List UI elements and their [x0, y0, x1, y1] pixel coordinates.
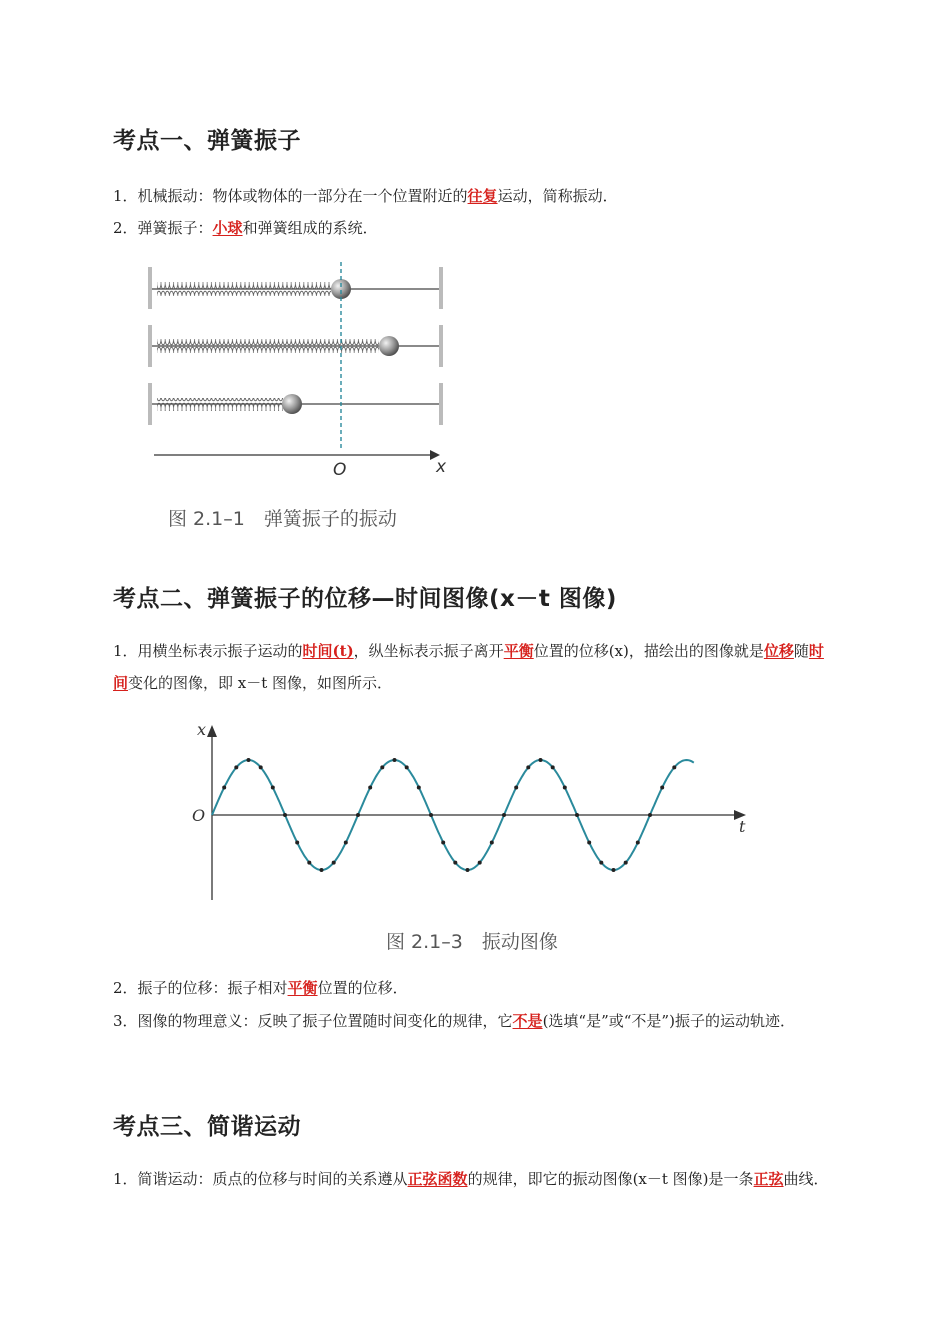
sample-point: [368, 786, 372, 790]
y-axis-label: x: [197, 720, 207, 739]
spring-row-compressed: [148, 383, 443, 425]
text: 2．振子的位移：振子相对: [113, 979, 288, 997]
text: ，纵坐标表示振子离开: [353, 642, 504, 660]
sample-point: [417, 786, 421, 790]
sample-point: [514, 786, 518, 790]
answer-blank: 正弦函数: [407, 1170, 468, 1188]
sample-point: [551, 765, 555, 769]
answer-blank: 正弦: [753, 1170, 784, 1188]
figure1-caption: 图 2.1–1 弹簧振子的振动: [168, 508, 397, 530]
sample-point: [478, 861, 482, 865]
sample-point: [636, 841, 640, 845]
sample-point: [563, 786, 567, 790]
sample-point: [599, 861, 603, 865]
text: 2．弹簧振子：: [113, 219, 213, 237]
text: 运动，简称振动．: [497, 187, 618, 205]
sample-point: [490, 841, 494, 845]
text: 变化的图像，即 x－t 图像，如图所示．: [128, 674, 393, 692]
answer-blank: 平衡: [287, 979, 318, 997]
sample-point: [429, 813, 433, 817]
text: 和弹簧组成的系统．: [242, 219, 378, 237]
sample-point: [441, 841, 445, 845]
sample-point: [648, 813, 652, 817]
sample-point: [332, 861, 336, 865]
answer-blank: 平衡: [503, 642, 534, 660]
sample-point: [502, 813, 506, 817]
sample-point: [405, 765, 409, 769]
text: 位置的位移．: [317, 979, 408, 997]
answer-blank: 时间: [113, 642, 824, 692]
sample-point: [587, 841, 591, 845]
section2-item1: [113, 635, 837, 699]
sample-point: [575, 813, 579, 817]
section2-item2: [113, 972, 837, 1004]
answer-blank: 小球: [212, 219, 243, 237]
section1-title: 考点一、弹簧振子: [113, 128, 301, 154]
sample-point: [466, 868, 470, 872]
text: 曲线．: [783, 1170, 829, 1188]
origin-label: O: [333, 460, 347, 480]
sample-point: [247, 758, 251, 762]
spring-row-stretched: [148, 325, 443, 367]
answer-blank: 位移: [763, 642, 794, 660]
sample-point: [526, 765, 530, 769]
sample-point: [380, 765, 384, 769]
section2-title: 考点二、弹簧振子的位移—时间图像(x－t 图像): [113, 586, 617, 612]
sample-point: [672, 765, 676, 769]
sample-point: [660, 786, 664, 790]
answer-blank: 往复: [467, 187, 498, 205]
sample-point: [344, 841, 348, 845]
origin-label: O: [192, 806, 206, 825]
spring-row-equilibrium: [148, 267, 443, 309]
answer-blank: 不是: [512, 1012, 543, 1030]
vibration-graph: [188, 715, 758, 900]
section3-item1: [113, 1163, 837, 1195]
answer-blank: 时间(t): [302, 642, 354, 660]
sample-point: [283, 813, 287, 817]
text: 1．用横坐标表示振子运动的: [113, 642, 303, 660]
sample-point: [295, 841, 299, 845]
section3-title: 考点三、简谐运动: [113, 1114, 301, 1140]
text: 位置的位移(x)，描绘出的图像就是: [533, 642, 764, 660]
text: (选填“是”或“不是”)振子的运动轨迹．: [542, 1012, 795, 1030]
text: 的规律，即它的振动图像(x－t 图像)是一条: [467, 1170, 754, 1188]
sample-point: [539, 758, 543, 762]
spring-oscillator-figure: [140, 262, 460, 487]
text: 随: [793, 642, 809, 660]
sample-point: [234, 765, 238, 769]
x-axis-label: t: [739, 817, 746, 836]
sample-point: [222, 786, 226, 790]
text: 3．图像的物理意义：反映了振子位置随时间变化的规律，它: [113, 1012, 513, 1030]
text: 1．简谐运动：质点的位移与时间的关系遵从: [113, 1170, 408, 1188]
sample-point: [271, 786, 275, 790]
sample-point: [320, 868, 324, 872]
sample-point: [307, 861, 311, 865]
sample-point: [356, 813, 360, 817]
sample-point: [393, 758, 397, 762]
sample-point: [259, 765, 263, 769]
section2-item3: [113, 1005, 837, 1037]
sample-point: [624, 861, 628, 865]
sample-point: [612, 868, 616, 872]
text: 1．机械振动：物体或物体的一部分在一个位置附近的: [113, 187, 468, 205]
section1-item1: [113, 180, 837, 212]
figure2-caption: 图 2.1–3 振动图像: [386, 931, 558, 953]
section1-item2: [113, 212, 837, 244]
sample-point: [453, 861, 457, 865]
x-axis-label: x: [436, 457, 447, 477]
